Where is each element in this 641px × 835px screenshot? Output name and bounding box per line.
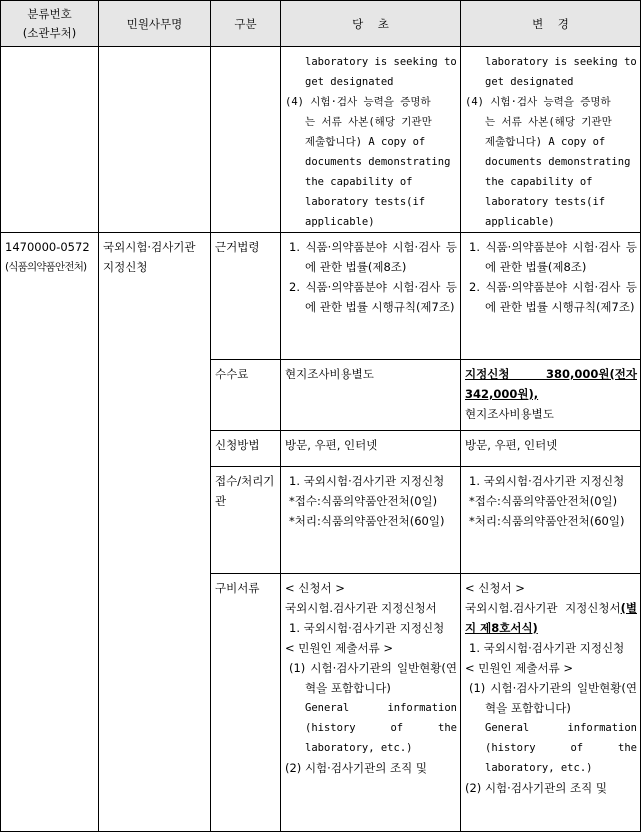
process-after-item: 1. 국외시험·검사기관 지정신청 [469,474,625,488]
docs-before-item-b: (2) 시험·검사기관의 조직 및 [285,761,428,775]
docs-before-sub-heading: < 민원인 제출서류 > [285,641,394,655]
docs-after-item-a-en: General information (history of the laboratory, etc.) [485,722,637,774]
docs-before-cell [281,574,461,832]
header-type: 구분 [211,1,281,47]
docs-after-app-heading: < 신청서 > [465,581,525,595]
cont-after-line: 는 서류 사본(해당 기관만 [485,116,612,128]
label-process: 접수/처리기관 [211,467,281,574]
docs-after-sub-heading: < 민원인 제출서류 > [465,661,574,675]
continued-empty-1 [1,47,99,233]
label-method: 신청방법 [211,431,281,467]
process-before-item: *접수:식품의약품안전처(0일) [289,494,438,508]
docs-before-item-a-en: General information (history of the laboratory, etc.) [305,702,457,754]
cont-after-line: get designated [485,76,574,88]
record-code: 1470000-0572 [5,240,90,254]
process-after-item: *처리:식품의약품안전처(60일) [469,514,625,528]
docs-after-app-form: 국외시험.검사기관 지정신청서 [465,601,621,615]
legal-after-item: 2. 식품·의약품분야 시험·검사 등에 관한 법률 시행규칙(제7조) [469,280,637,314]
cont-after-line: laboratory tests(if [485,196,606,208]
label-fee: 수수료 [211,360,281,431]
header-row [1,1,641,47]
header-classification: 분류번호 (소관부처) [1,1,99,47]
legal-before-item: 1. 식품·의약품분야 시험·검사 등에 관한 법률(제8조) [289,240,457,274]
docs-before-item-a: (1) 시험·검사기관의 일반현황(연혁을 포함합니다) [289,661,457,695]
continued-empty-2 [99,47,211,233]
cont-after-line: the capability of [485,176,593,188]
cont-before-line: the capability of [305,176,413,188]
cont-after-line: (4) 시험·검사 능력을 증명하 [465,96,611,108]
header-before: 당 초 [281,1,461,47]
cont-after-line: 제출합니다) A copy of [485,136,606,148]
docs-after-item-a: (1) 시험·검사기관의 일반현황(연혁을 포함합니다) [469,681,637,715]
record-service: 국외시험·검사기관 지정신청 [103,240,196,274]
fee-after-highlight: 지정신청 380,000원(전자 342,000원), [465,367,637,401]
cont-before-line: applicable) [305,216,375,228]
legal-after-item: 1. 식품·의약품분야 시험·검사 등에 관한 법률(제8조) [469,240,637,274]
cont-before-line: 는 서류 사본(해당 기관만 [305,116,432,128]
docs-after-cell [461,574,641,832]
docs-after-item-b: (2) 시험·검사기관의 조직 및 [465,781,608,795]
cont-before-line: documents demonstrating [305,156,451,168]
process-after-cell [461,467,641,574]
docs-before-app-heading: < 신청서 > [285,581,345,595]
cont-after-line: applicable) [485,216,555,228]
fee-before-cell: 현지조사비용별도 [281,360,461,431]
label-legal: 근거법령 [211,233,281,360]
header-after: 변 경 [461,1,641,47]
legal-row [1,233,641,360]
cont-before-line: get designated [305,76,394,88]
label-docs: 구비서류 [211,574,281,832]
continued-before-cell [281,47,461,233]
continued-after-cell [461,47,641,233]
docs-before-app-form: 국외시험.검사기관 지정신청서 [285,601,437,615]
fee-after-cell [461,360,641,431]
cont-before-line: laboratory tests(if [305,196,426,208]
method-before-cell: 방문, 우편, 인터넷 [281,431,461,467]
cont-before-line: (4) 시험·검사 능력을 증명하 [285,96,431,108]
process-before-item: *처리:식품의약품안전처(60일) [289,514,445,528]
docs-after-app-form-line [465,598,637,638]
cont-after-line: documents demonstrating [485,156,631,168]
header-service: 민원사무명 [99,1,211,47]
continued-row [1,47,641,233]
fee-after-rest: 현지조사비용별도 [465,407,554,421]
legal-before-item: 2. 식품·의약품분야 시험·검사 등에 관한 법률 시행규칙(제7조) [289,280,457,314]
legal-after-cell [461,233,641,360]
record-service-cell [99,233,211,832]
process-after-item: *접수:식품의약품안전처(0일) [469,494,618,508]
docs-before-item1: 1. 국외시험·검사기관 지정신청 [289,621,445,635]
record-ministry: (식품의약품안전처) [5,261,87,273]
method-after-cell: 방문, 우편, 인터넷 [461,431,641,467]
docs-after-item1: 1. 국외시험·검사기관 지정신청 [469,641,625,655]
cont-after-line: laboratory is seeking to [485,56,637,68]
continued-empty-3 [211,47,281,233]
cont-before-line: laboratory is seeking to [305,56,457,68]
process-before-cell [281,467,461,574]
cont-before-line: 제출합니다) A copy of [305,136,426,148]
docs-after-app-form-note: (별지 제8호서식) [465,601,637,635]
record-code-cell [1,233,99,832]
process-before-item: 1. 국외시험·검사기관 지정신청 [289,474,445,488]
legal-before-cell [281,233,461,360]
